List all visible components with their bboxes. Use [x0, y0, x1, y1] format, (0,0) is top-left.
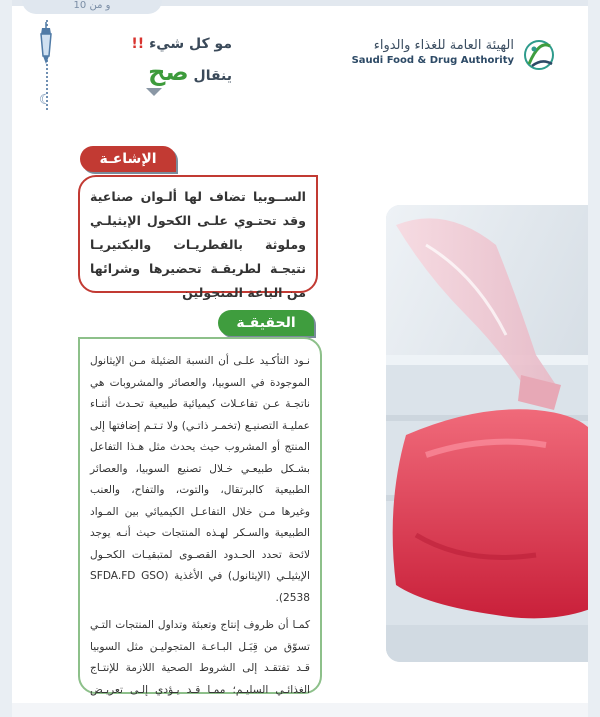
sfda-logo — [318, 38, 558, 72]
lantern-icon — [36, 22, 56, 66]
sfda-name-english: Saudi Food & Drug Authority — [351, 55, 514, 66]
page-tag-tab — [22, 0, 162, 14]
page-tag: و من 10 — [73, 0, 111, 11]
rumor-label: الإشاعـة — [80, 146, 176, 172]
rumor-text: الســوبيا تضاف لها ألـوان صناعية وقد تحتـوي علـى الكحول الإيثيلـي وملوثة بالفطريـات والبكتيريـا نتيجـة لطريقـة تحضيرها وشرائها من الباعة المتجولين — [90, 189, 306, 300]
slogan — [82, 36, 232, 106]
sfda-logo-icon — [520, 38, 558, 72]
slogan-correct: صح — [148, 58, 189, 86]
crescent-icon: ☾ — [39, 92, 52, 108]
fact-paragraph-2: كمـا أن ظروف إنتاج وتعبئة وتداول المنتجات التـي تسوّق من قِبَـل البـاعـة المتجوليـن مثل السوبيا قـد تفتقـد إلى الشروط الصحية اللازمة للإنتـاج الغذائـي السليـم؛ ممـا قـد يـؤدي إلـى تعريـض — [90, 619, 310, 696]
slogan-warning: !! — [131, 36, 145, 52]
slogan-text-1: مو كل شيء — [149, 36, 232, 52]
slogan-text-2: ينقال — [193, 68, 232, 84]
fact-label: الحقيقـة — [218, 310, 314, 336]
slogan-line-2 — [148, 58, 232, 86]
sfda-name-arabic: الهيئة العامة للغذاء والدواء — [373, 38, 514, 53]
bottom-strip — [12, 703, 588, 717]
chevron-down-icon — [146, 88, 162, 96]
fact-box — [78, 337, 322, 694]
sobia-bag-illustration — [386, 205, 588, 662]
sobia-bag-photo — [386, 205, 588, 662]
fact-paragraph-1: نـود التأكـيد علـى أن النسبة الضئيلة مـن الإيثانول الموجودة في السوبيا، والعصائر والمشروبات هي ناتجـة عـن تفاعـلات كيميائية طبيعية تحـدث أثنـاء عمليـة التصنيـع (تخمـر ذاتـي) ولا تـتـم إضافتها إلى المنتج أو المشروب حيث يحدث مثل هـذا التفاعل بشـكل طبيعـي خـلال تصنيع السوبيا، والعصائر الطبيعية كالبرتقال، والتوت، والتفاح، والعنب وغيرها مـن خلال التفاعـل الكيميائي بين المـواد الطبيعية والسـكر لهـذه المنتجات حيث أنـه يوجد لائحة تحدد الحـدود القصـوى لمتبقيـات الكحـول الإيثيلـي (الإيثانول) في الأغذية (SFDA.FD GSO 2538). — [90, 355, 310, 604]
document-page — [12, 0, 588, 717]
rumor-box — [78, 175, 318, 300]
slogan-line-1 — [131, 36, 232, 52]
